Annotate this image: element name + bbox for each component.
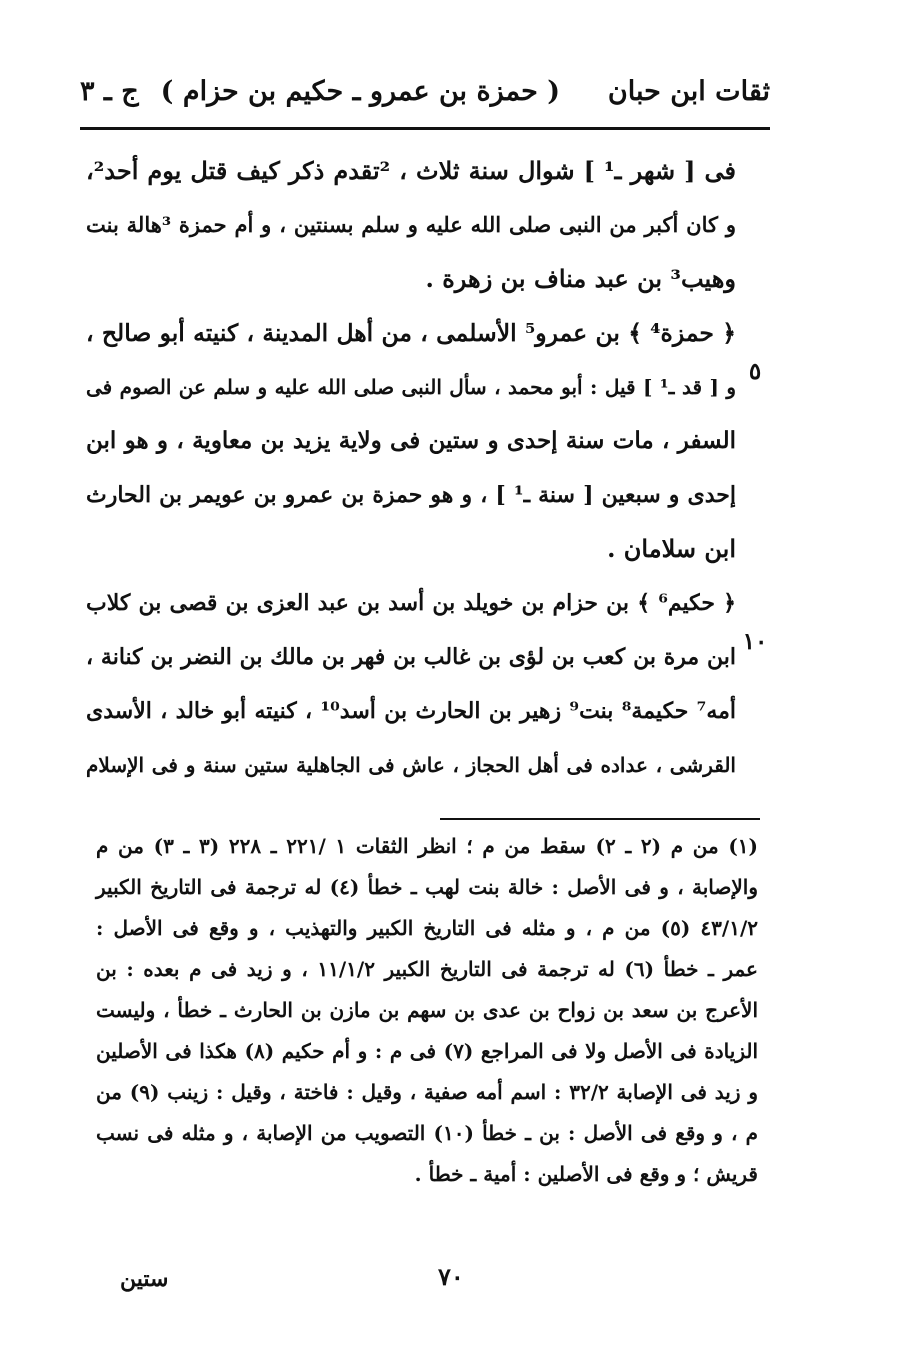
line-number-10: ١٠ bbox=[742, 628, 768, 655]
footnote-line: الزيادة فى الأصل ولا فى المراجع (٧) فى م : و أم حكيم (٨) هكذا فى الأصلين bbox=[96, 1039, 758, 1063]
main-text bbox=[86, 144, 736, 792]
text-line: و [ قد ـ¹ ] قيل : أبو محمد ، سأل النبى صلى الله عليه و سلم عن الصوم فى bbox=[86, 375, 736, 399]
footnotes bbox=[96, 826, 758, 1195]
footnote-line: م ، و وقع فى الأصل : بن ـ خطأ (١٠) التصويب من الإصابة ، و مثله فى نسب bbox=[96, 1121, 759, 1145]
footnote-line: ٤٣/١/٢ (٥) من م ، و مثله فى التاريخ الكبير والتهذيب ، و وقع فى الأصل : bbox=[96, 916, 758, 940]
footnote-line: عمر ـ خطأ (٦) له ترجمة فى التاريخ الكبير ١١/١/٢ ، و زيد فى م بعده : بن bbox=[96, 957, 758, 981]
footnote-line: و زيد فى الإصابة ٣٢/٢ : اسم أمه صفية ، وقيل : فاختة ، وقيل : زينب (٩) من bbox=[96, 1080, 758, 1104]
text-line: وهيب³ بن عبد مناف بن زهرة . bbox=[425, 264, 736, 293]
text-line: ﴿ حمزة⁴ ﴾ بن عمرو⁵ الأسلمى ، من أهل المدينة ، كنيته أبو صالح ، bbox=[86, 319, 736, 347]
text-line: ابن مرة بن كعب بن لؤى بن غالب بن فهر بن مالك بن النضر بن كنانة ، bbox=[86, 644, 736, 670]
footnote-rule bbox=[440, 818, 760, 820]
page-number: ٧٠ bbox=[438, 1262, 464, 1291]
text-line: و كان أكبر من النبى صلى الله عليه و سلم بسنتين ، و أم حمزة ³هالة بنت bbox=[86, 212, 736, 237]
text-line: أمه⁷ حكيمة⁸ بنت⁹ زهير بن الحارث بن أسد¹⁰ ، كنيته أبو خالد ، الأسدى bbox=[86, 698, 737, 724]
running-header bbox=[80, 66, 770, 126]
volume-label: ج ـ ٣ bbox=[80, 76, 139, 107]
header-rule bbox=[80, 127, 770, 130]
signature-mark: ستين bbox=[120, 1266, 169, 1292]
book-title: ثقات ابن حبان bbox=[607, 76, 770, 107]
text-line: ابن سلامان . bbox=[607, 534, 736, 563]
footnote-line: الأعرج بن سعد بن زواح بن عدى بن سهم بن مازن بن الحارث ـ خطأ ، وليست bbox=[96, 998, 758, 1022]
text-line: إحدى و سبعين [ سنة ـ¹ ] ، و هو حمزة بن عمرو بن عويمر بن الحارث bbox=[86, 482, 736, 508]
footnote-line: والإصابة ، و فى الأصل : خالة بنت لهب ـ خطأ (٤) له ترجمة فى التاريخ الكبير bbox=[96, 875, 758, 899]
text-line: ﴿ حكيم⁶ ﴾ بن حزام بن خويلد بن أسد بن عبد العزى بن قصى بن كلاب bbox=[86, 590, 736, 616]
text-line: فى [ شهر ـ¹ ] شوال سنة ثلاث ، ²تقدم ذكر كيف قتل يوم أحد²، bbox=[86, 156, 736, 185]
footnote-line: (١) من م (٢ ـ ٢) سقط من م ؛ انظر الثقات ١ /٢٢١ ـ ٢٢٨ (٣ ـ ٣) من م bbox=[96, 834, 758, 858]
section-title: ( حمزة بن عمرو ـ حكيم بن حزام ) bbox=[160, 76, 560, 107]
text-line: القرشى ، عداده فى أهل الحجاز ، عاش فى الجاهلية ستين سنة و فى الإسلام bbox=[86, 753, 736, 777]
text-line: السفر ، مات سنة إحدى و ستين فى ولاية يزيد بن معاوية ، و هو ابن bbox=[86, 427, 736, 454]
footnote-line: قريش ؛ و وقع فى الأصلين : أمية ـ خطأ . bbox=[414, 1162, 758, 1186]
line-number-5: ٥ bbox=[748, 358, 762, 385]
